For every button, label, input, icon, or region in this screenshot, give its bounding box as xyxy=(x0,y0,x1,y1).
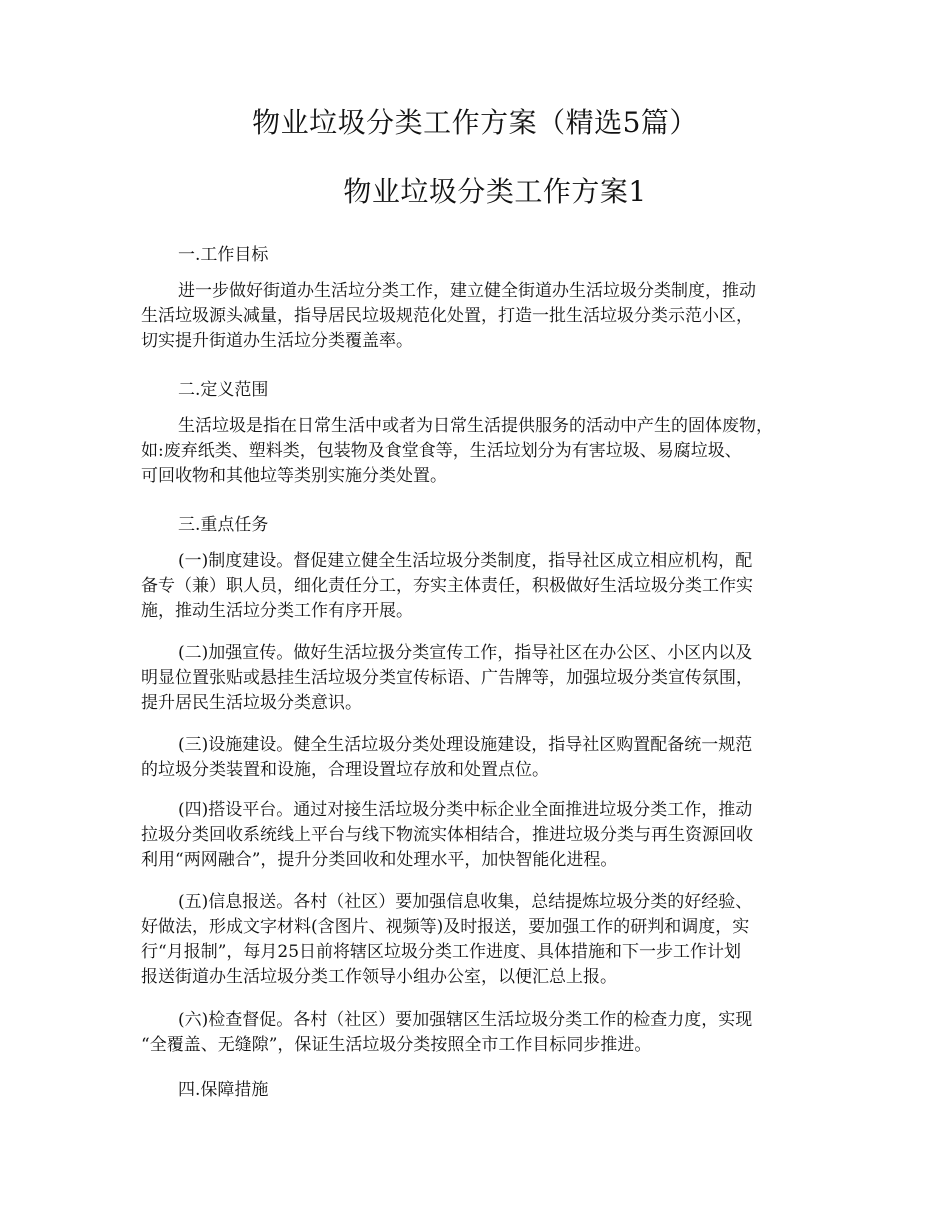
paragraph-line: 进一步做好街道办生活垃分类工作，建立健全街道办生活垃圾分类制度，推动 xyxy=(178,281,756,301)
section-heading: 三.重点任务 xyxy=(178,515,269,535)
paragraph xyxy=(141,890,831,990)
section-heading: 四.保障措施 xyxy=(178,1080,269,1100)
paragraph-line: 的垃圾分类装置和设施，合理设置垃存放和处置点位。 xyxy=(141,760,549,780)
paragraph-line: 明显位置张贴或悬挂生活垃圾分类宣传标语、广告牌等，加强垃圾分类宣传氛围， xyxy=(141,668,753,688)
paragraph xyxy=(141,1008,831,1058)
paragraph-line: (五)信息报送。各村（社区）要加强信息收集，总结提炼垃圾分类的好经验、 xyxy=(178,892,753,912)
paragraph-line: 如:废弃纸类、塑料类，包装物及食堂食等，生活垃划分为有害垃圾、易腐垃圾、 xyxy=(141,441,742,461)
paragraph-line: 行“月报制”，每月25日前将辖区垃圾分类工作进度、具体措施和下一步工作计划 xyxy=(141,942,742,962)
paragraph-line: 可回收物和其他垃等类别实施分类处置。 xyxy=(141,466,447,486)
paragraph-line: 生活垃圾是指在日常生活中或者为日常生活提供服务的活动中产生的固体废物， xyxy=(178,416,773,436)
section-heading: 二.定义范围 xyxy=(178,380,269,400)
paragraph-line: 拉圾分类回收系统线上平台与线下物流实体相结合，推进垃圾分类与再生资源回收 xyxy=(141,825,753,845)
paragraph-line: 备专（兼）职人员，细化责任分工，夯实主体责任，积极做好生活垃圾分类工作实 xyxy=(141,576,753,596)
paragraph-line: 提升居民生活垃圾分类意识。 xyxy=(141,693,362,713)
paragraph-line: (一)制度建设。督促建立健全生活垃圾分类制度，指导社区成立相应机构，配 xyxy=(178,551,753,571)
paragraph-line: 好做法，形成文字材料(含图片、视频等)及时报送，要加强工作的研判和调度，实 xyxy=(141,917,750,937)
paragraph-line: 生活垃圾源头减量，指导居民垃圾规范化处置，打造一批生活垃圾分类示范小区， xyxy=(141,306,753,326)
paragraph xyxy=(141,733,831,783)
paragraph xyxy=(141,279,831,354)
paragraph-line: (四)搭设平台。通过对接生活垃圾分类中标企业全面推进垃圾分类工作，推动 xyxy=(178,800,753,820)
section-heading: 一.工作目标 xyxy=(178,245,269,265)
paragraph-line: 利用“两网融合”，提升分类回收和处理水平，加快智能化进程。 xyxy=(141,850,618,870)
paragraph-line: “全覆盖、无缝隙”，保证生活垃圾分类按照全市工作目标同步推进。 xyxy=(141,1035,652,1055)
paragraph xyxy=(141,549,831,624)
paragraph-line: (六)检查督促。各村（社区）要加强辖区生活垃圾分类工作的检查力度，实现 xyxy=(178,1010,753,1030)
paragraph-line: 切实提升街道办生活垃分类覆盖率。 xyxy=(141,331,413,351)
paragraph-line: 施，推动生活垃分类工作有序开展。 xyxy=(141,601,413,621)
paragraph-line: (三)设施建设。健全生活垃圾分类处理设施建设，指导社区购置配备统一规范 xyxy=(178,735,753,755)
paragraph xyxy=(141,414,831,489)
paragraph-line: (二)加强宣传。做好生活垃扱分类宣传工作，指导社区在办公区、小区内以及 xyxy=(178,643,753,663)
paragraph xyxy=(141,641,831,716)
sub-title: 物业垃圾分类工作方案1 xyxy=(343,175,647,208)
paragraph xyxy=(141,798,831,873)
main-title: 物业垃圾分类工作方案（精选5篇） xyxy=(252,106,698,139)
paragraph-line: 报送街道办生活垃圾分类工作领导小组办公室，以便汇总上报。 xyxy=(141,967,617,987)
